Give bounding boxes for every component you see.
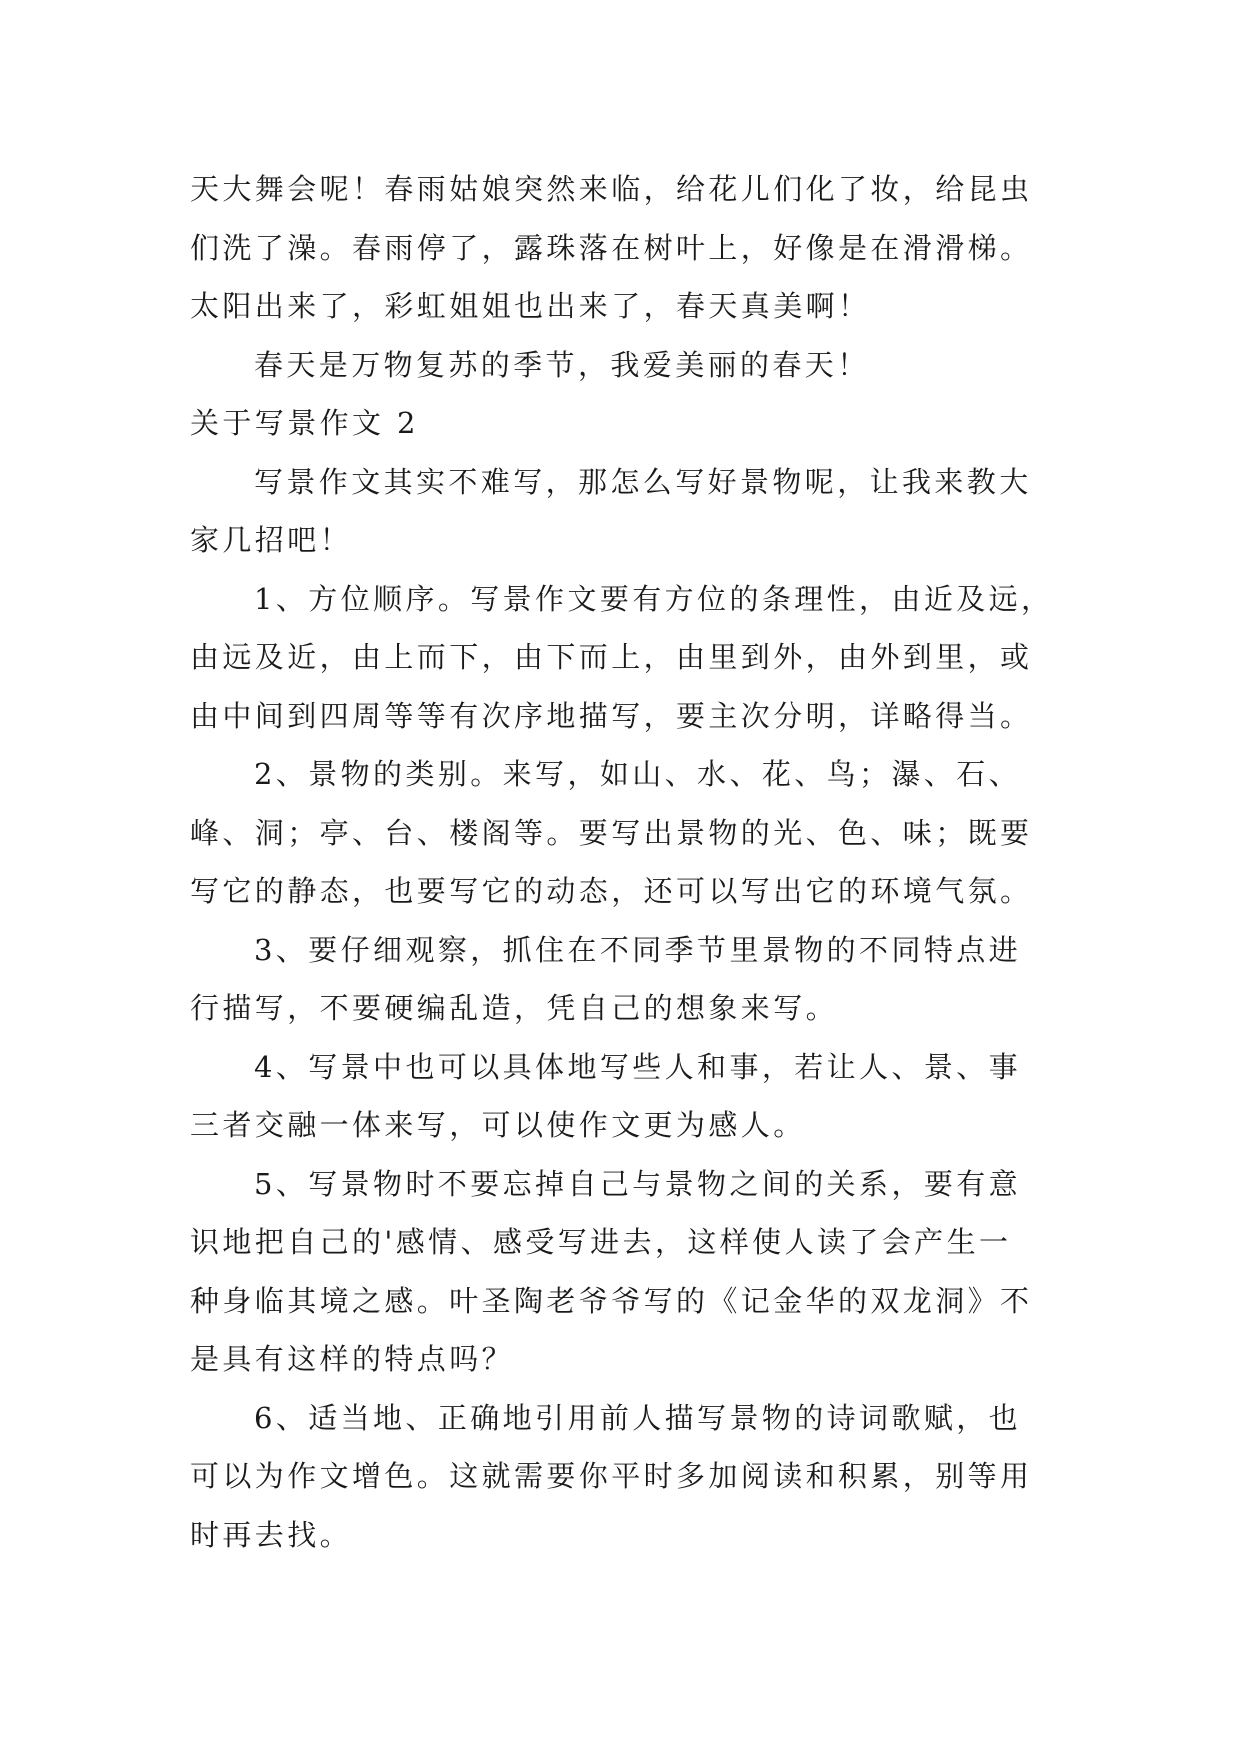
text-line: 写它的静态，也要写它的动态，还可以写出它的环境气氛。 <box>190 874 1033 908</box>
text-line: 们洗了澡。春雨停了，露珠落在树叶上，好像是在滑滑梯。 <box>190 230 1033 265</box>
text-line: 时再去找。 <box>190 1517 353 1552</box>
text-line: 天大舞会呢！春雨姑娘突然来临，给花儿们化了妆，给昆虫 <box>190 172 1033 206</box>
text-line: 家几招吧！ <box>190 523 353 557</box>
paragraph-first-line: 3、要仔细观察，抓住在不同季节里景物的不同特点进 <box>254 932 1022 967</box>
text-line: 可以为作文增色。这就需要你平时多加阅读和积累，别等用 <box>190 1459 1033 1493</box>
paragraph-first-line: 4、写景中也可以具体地写些人和事，若让人、景、事 <box>254 1049 1022 1084</box>
text-line: 三者交融一体来写，可以使作文更为感人。 <box>190 1108 806 1142</box>
text-line: 峰、洞；亭、台、楼阁等。要写出景物的光、色、味；既要 <box>190 815 1033 850</box>
text-line: 是具有这样的特点吗？ <box>190 1342 515 1376</box>
text-line: 识地把自己的'感情、感受写进去，这样使人读了会产生一 <box>190 1225 1012 1259</box>
text-line: 行描写，不要硬编乱造，凭自己的想象来写。 <box>190 991 839 1025</box>
document-body <box>190 160 1060 1564</box>
paragraph-first-line: 5、写景物时不要忘掉自己与景物之间的关系，要有意 <box>254 1166 1022 1201</box>
text-line: 由远及近，由上而下，由下而上，由里到外，由外到里，或 <box>190 640 1033 674</box>
paragraph-first-line: 6、适当地、正确地引用前人描写景物的诗词歌赋，也 <box>254 1400 1022 1435</box>
text-line: 种身临其境之感。叶圣陶老爷爷写的《记金华的双龙洞》不 <box>190 1283 1033 1318</box>
section-heading: 关于写景作文 2 <box>190 406 419 440</box>
paragraph-first-line: 1、方位顺序。写景作文要有方位的条理性，由近及远， <box>254 581 1054 616</box>
text-line: 太阳出来了，彩虹姐姐也出来了，春天真美啊！ <box>190 289 871 323</box>
paragraph-first-line: 写景作文其实不难写，那怎么写好景物呢，让我来教大 <box>254 464 1032 499</box>
paragraph-first-line: 2、景物的类别。来写，如山、水、花、鸟；瀑、石、 <box>254 757 1022 791</box>
paragraph-first-line: 春天是万物复苏的季节，我爱美丽的春天！ <box>254 347 870 382</box>
text-line: 由中间到四周等等有次序地描写，要主次分明，详略得当。 <box>190 698 1033 733</box>
